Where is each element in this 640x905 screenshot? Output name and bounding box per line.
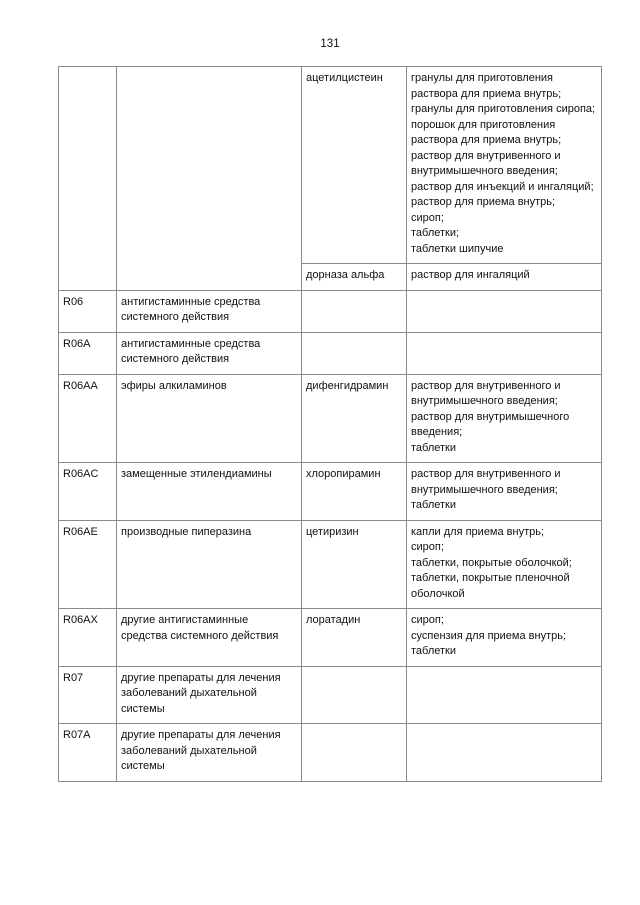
atc-code-cell: R06 <box>59 290 117 332</box>
atc-code-cell: R06AE <box>59 520 117 609</box>
drug-name-cell <box>302 332 407 374</box>
dosage-form-line: раствор для внутривенного и внутримышечного введения; <box>411 379 561 407</box>
dosage-form-cell <box>407 463 602 521</box>
dosage-form-line: таблетки шипучие <box>411 242 504 255</box>
dosage-form-line: таблетки <box>411 645 457 657</box>
dosage-form-cell <box>407 290 602 332</box>
group-name-cell: эфиры алкиламинов <box>117 374 302 463</box>
table-row <box>59 290 602 332</box>
dosage-form-cell <box>407 67 602 264</box>
dosage-form-cell <box>407 609 602 667</box>
dosage-form-line: гранулы для приготовления сиропа; <box>411 103 596 115</box>
dosage-form-line: раствор для внутривенного и внутримышечного введения; <box>411 149 561 177</box>
atc-code-cell: R06A <box>59 332 117 374</box>
table-row <box>59 520 602 609</box>
drug-name-cell: дорназа альфа <box>302 264 407 291</box>
drug-name-cell: ацетилцистеин <box>302 67 407 264</box>
dosage-form-line: суспензия для приема внутрь; <box>411 629 567 642</box>
group-name-cell: антигистаминные средства системного действия <box>117 332 302 374</box>
dosage-form-cell <box>407 374 602 463</box>
table-row <box>59 374 602 463</box>
group-name-cell <box>117 67 302 291</box>
dosage-form-cell <box>407 264 602 291</box>
dosage-form-line: таблетки <box>411 441 457 454</box>
atc-code-cell: R06AA <box>59 374 117 463</box>
drug-name-cell <box>302 290 407 332</box>
group-name-cell: другие антигистаминные средства системного действия <box>117 609 302 667</box>
dosage-form-line: раствор для ингаляций <box>411 269 530 281</box>
dosage-form-line: сироп; <box>411 211 444 224</box>
dosage-form-line: сироп; <box>411 541 444 553</box>
dosage-form-line: раствор для приема внутрь; <box>411 196 556 208</box>
drug-name-cell: дифенгидрамин <box>302 374 407 463</box>
table-row <box>59 609 602 667</box>
table-row <box>59 67 602 264</box>
dosage-form-cell <box>407 520 602 609</box>
table-row <box>59 666 602 724</box>
dosage-form-line: капли для приема внутрь; <box>411 525 545 538</box>
dosage-form-line: раствор для внутримышечного введения; <box>411 410 570 438</box>
atc-code-cell <box>59 67 117 291</box>
drug-name-cell: цетиризин <box>302 520 407 609</box>
drug-name-cell <box>302 666 407 724</box>
dosage-form-line: гранулы для приготовления раствора для приема внутрь; <box>411 72 562 100</box>
group-name-cell: замещенные этилендиамины <box>117 463 302 521</box>
atc-code-cell: R06AX <box>59 609 117 667</box>
table-row <box>59 332 602 374</box>
table-row <box>59 724 602 782</box>
dosage-form-line: сироп; <box>411 614 444 626</box>
dosage-form-cell <box>407 332 602 374</box>
drug-table <box>58 66 602 782</box>
dosage-form-line: таблетки; <box>411 227 460 239</box>
group-name-cell: другие препараты для лечения заболеваний дыхательной системы <box>117 666 302 724</box>
dosage-form-line: порошок для приготовления раствора для приема внутрь; <box>411 118 562 146</box>
table-row <box>59 463 602 521</box>
dosage-form-line: таблетки <box>411 499 457 511</box>
dosage-form-cell <box>407 666 602 724</box>
dosage-form-cell <box>407 724 602 782</box>
group-name-cell: антигистаминные средства системного действия <box>117 290 302 332</box>
dosage-form-line: раствор для инъекций и ингаляций; <box>411 180 594 193</box>
atc-code-cell: R06AC <box>59 463 117 521</box>
group-name-cell: другие препараты для лечения заболеваний дыхательной системы <box>117 724 302 782</box>
drug-name-cell: лоратадин <box>302 609 407 667</box>
atc-code-cell: R07A <box>59 724 117 782</box>
dosage-form-line: таблетки, покрытые пленочной оболочкой <box>411 572 570 600</box>
dosage-form-line: раствор для внутривенного и внутримышечного введения; <box>411 468 561 496</box>
dosage-form-line: таблетки, покрытые оболочкой; <box>411 556 572 569</box>
atc-code-cell: R07 <box>59 666 117 724</box>
group-name-cell: производные пиперазина <box>117 520 302 609</box>
drug-name-cell <box>302 724 407 782</box>
page-number: 131 <box>320 38 340 50</box>
drug-name-cell: хлоропирамин <box>302 463 407 521</box>
